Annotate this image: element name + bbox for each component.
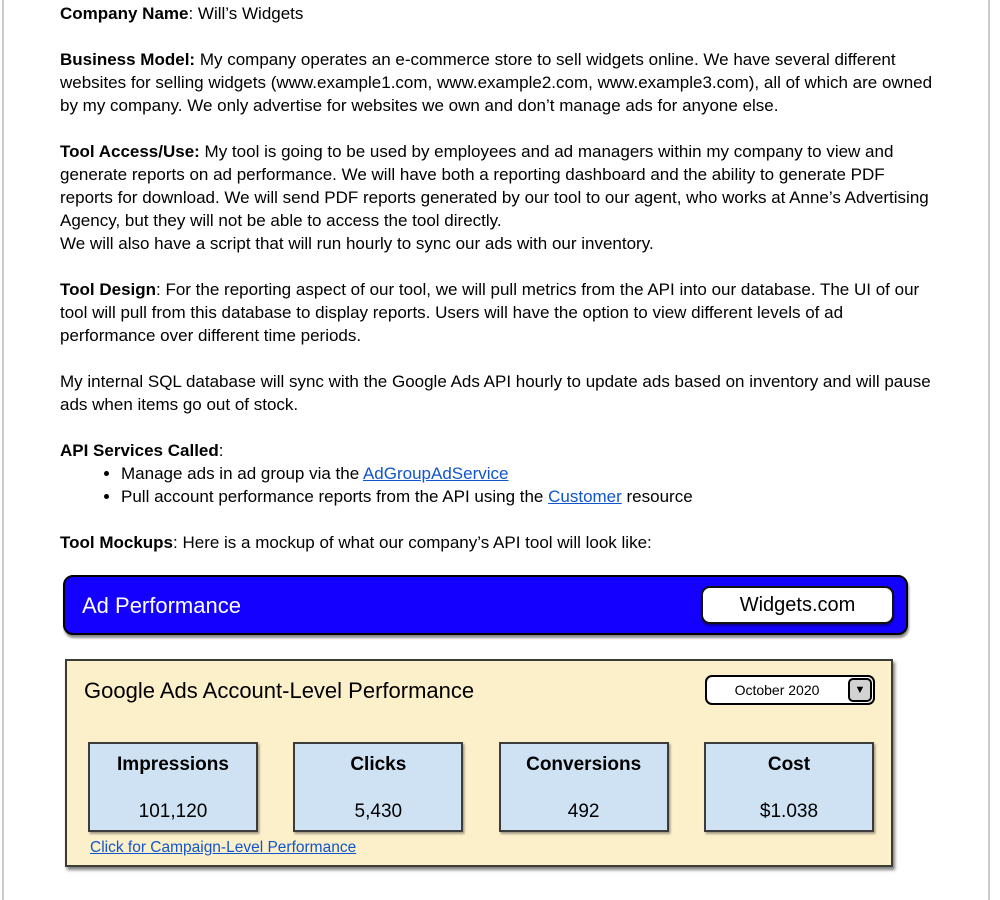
campaign-level-link[interactable]: Click for Campaign-Level Performance (90, 839, 357, 856)
page-right-edge (988, 0, 990, 900)
business-model-text: My company operates an e-commerce store to sell widgets online. We have several different websites for selling widgets (www.example1.com, www.example2.com, www.example3.com), all of which are owned by my company. We only advertise for websites we own and don’t manage ads for anyone else. (60, 50, 933, 115)
metric-value: 101,120 (138, 801, 208, 822)
mockup-title: Ad Performance (82, 592, 241, 618)
metric-card-clicks (293, 742, 463, 832)
metric-label: Impressions (117, 754, 229, 775)
business-model-paragraph (60, 48, 940, 117)
list-item (121, 462, 940, 485)
tool-design-text: : For the reporting aspect of our tool, we will pull metrics from the API into our database. The UI of our tool will pull from this database to display reports. Users will have the option to view different levels of ad performance over different time periods. (60, 280, 920, 345)
tool-design-paragraph (60, 278, 940, 347)
adgroupadservice-link[interactable]: AdGroupAdService (362, 464, 509, 483)
date-dropdown-value: October 2020 (734, 681, 820, 698)
list-item (121, 485, 940, 508)
metric-label: Cost (767, 754, 811, 775)
company-name-line (60, 2, 940, 25)
metric-card-impressions (88, 742, 258, 832)
metric-cards-row (67, 742, 891, 832)
business-model-label: Business Model: (60, 50, 196, 69)
tool-design-label: Tool Design (60, 280, 157, 299)
page-left-edge (2, 0, 4, 900)
mockup-header-bar (63, 575, 908, 635)
api-services-list (60, 462, 940, 508)
bullet-text: resource (621, 487, 693, 506)
panel-header-row (67, 661, 891, 705)
metric-card-conversions (499, 742, 669, 832)
api-services-colon: : (218, 441, 224, 460)
tool-access-label: Tool Access/Use: (60, 142, 200, 161)
dropdown-arrow-icon[interactable]: ▼ (848, 678, 872, 702)
tool-access-text: My tool is going to be used by employees and ad managers within my company to view and generate reports on ad performance. We will have both a reporting dashboard and the ability to generate PDF reports for download. We will send PDF reports generated by our tool to our agent, who works at Anne’s Advertising Agency, but they will not be able to access the tool directly. (60, 142, 929, 230)
metric-label: Clicks (350, 754, 407, 775)
document-content (60, 2, 940, 867)
metric-value: 492 (567, 801, 600, 822)
api-services-label: API Services Called (60, 441, 219, 460)
metric-card-cost (704, 742, 874, 832)
tool-access-text2: We will also have a script that will run hourly to sync our ads with our inventory. (60, 234, 654, 253)
performance-panel (65, 659, 893, 867)
tool-mockups-label: Tool Mockups (60, 533, 174, 552)
tool-access-paragraph (60, 140, 940, 255)
date-dropdown[interactable] (705, 675, 875, 705)
company-name-value: : Will’s Widgets (188, 4, 304, 23)
sql-note-paragraph: My internal SQL database will sync with the Google Ads API hourly to update ads based on inventory and will pause ads when items go out of stock. (60, 372, 931, 414)
metric-label: Conversions (526, 754, 642, 775)
metric-value: $1.038 (759, 801, 819, 822)
tool-mockups-paragraph (60, 531, 940, 554)
widgets-site-button[interactable]: Widgets.com (701, 586, 894, 624)
panel-title: Google Ads Account-Level Performance (84, 677, 475, 703)
bullet-text: Pull account performance reports from the API using the (121, 487, 549, 506)
bullet-text: Manage ads in ad group via the (121, 464, 363, 483)
customer-resource-link[interactable]: Customer (548, 487, 622, 506)
company-name-label: Company Name (60, 4, 189, 23)
api-services-heading (60, 439, 940, 462)
metric-value: 5,430 (354, 801, 403, 822)
tool-mockups-text: : Here is a mockup of what our company’s API tool will look like: (173, 533, 652, 552)
